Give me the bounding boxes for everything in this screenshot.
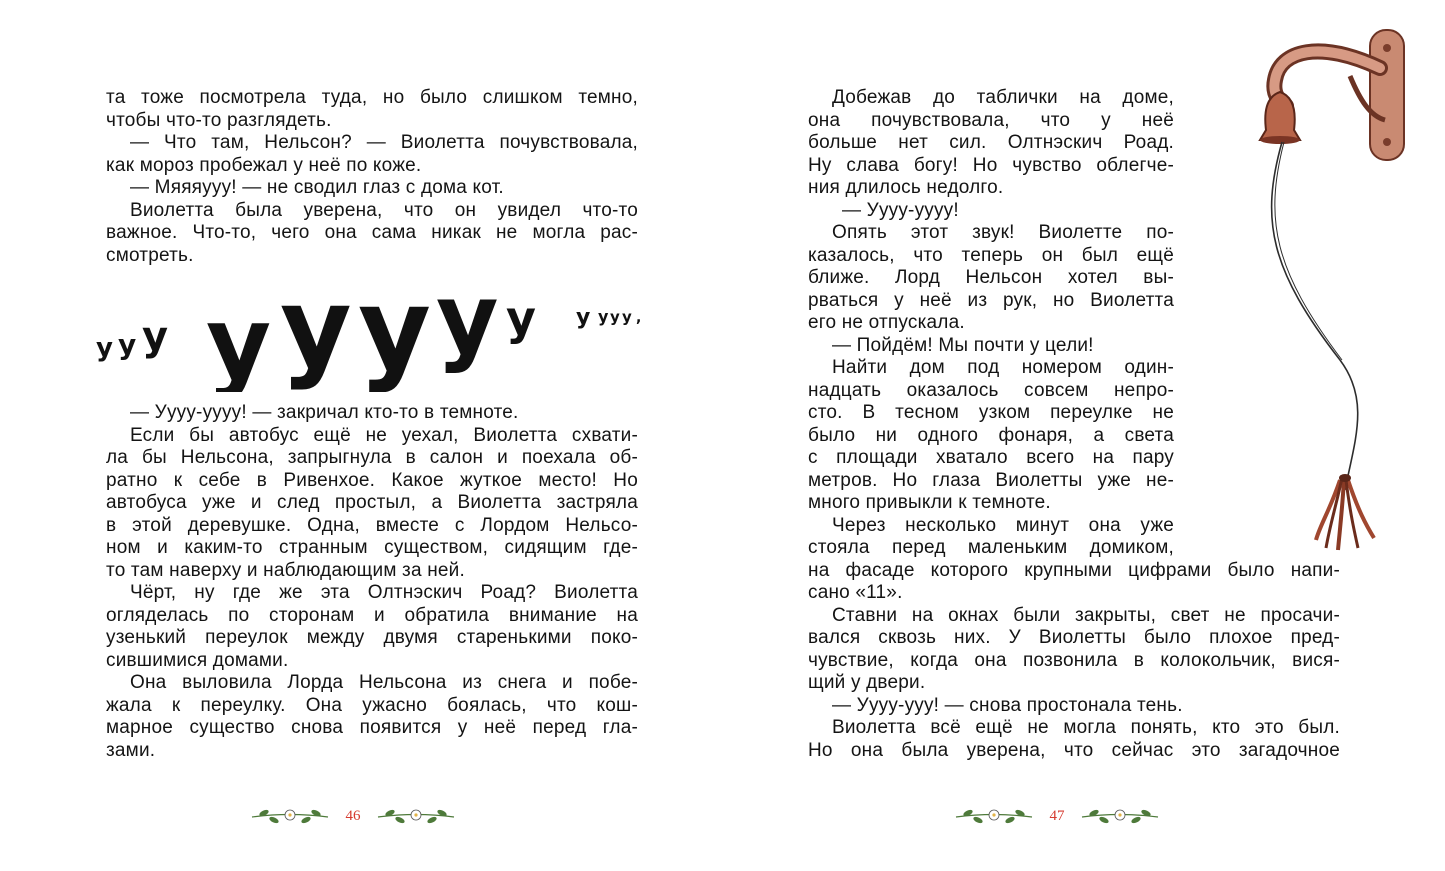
text-line: ла бы Нельсона, запрыгнула в салон и поехала об- [106, 447, 638, 468]
text-line: ном и каким-то странным существом, сидящим где- [106, 537, 638, 558]
text-line: сано «11». [808, 582, 903, 603]
howl-letter: у [96, 333, 113, 363]
howl-letter: у [280, 272, 352, 392]
howl-letter: у [598, 307, 609, 326]
howl-letter: у [358, 272, 432, 392]
text-line: та тоже посмотрела туда, но было слишком темно, [106, 87, 638, 108]
howl-letter: у [142, 314, 169, 360]
text-line: Если бы автобус ещё не уехал, Виолетта схвати- [130, 424, 638, 446]
howl-letter: у [118, 328, 137, 361]
text-line: сившимися домами. [106, 649, 289, 671]
howl-letter: у [576, 305, 591, 330]
text-line: было ни одного фонаря, а света [808, 424, 1174, 446]
howl-lettering [96, 272, 656, 392]
right-text-wide [808, 560, 1340, 763]
text-line: стояла перед маленьким домиком, [808, 537, 1174, 558]
howl-letter: у [610, 308, 620, 326]
text-line: — Уууу-уууу! [842, 199, 959, 221]
text-line: она почувствовала, что у неё [808, 109, 1174, 131]
text-line: то там наверху и наблюдающим за ней. [106, 559, 465, 581]
howl-letter: , [636, 310, 642, 326]
text-line: — Уууу-ууу! — снова простонала тень. [832, 694, 1183, 716]
door-bell-illustration [1170, 20, 1440, 560]
text-line: рваться у неё из рук, но Виолетта [808, 289, 1174, 311]
floral-ornament-icon [250, 804, 330, 828]
text-line: ратно к себе в Ривенхое. Какое жуткое место! Но [106, 469, 638, 491]
text-line: Виолетта всё ещё не могла понять, кто это был. [832, 717, 1340, 738]
text-line: Ну слава богу! Но чувство облегче- [808, 154, 1174, 176]
text-line: — Уууу-уууу! — закричал кто-то в темноте. [130, 402, 519, 423]
howl-letter: у [436, 272, 499, 375]
text-line: Через несколько минут она уже [832, 514, 1174, 536]
text-line: чтобы что-то разглядеть. [106, 109, 332, 131]
right-footer [954, 800, 1160, 832]
text-line: надцать оказалось совсем непро- [808, 379, 1174, 401]
text-line: зами. [106, 739, 156, 761]
howl-letter: у [622, 308, 632, 326]
floral-ornament-icon [376, 804, 456, 828]
left-text-top [106, 87, 638, 267]
text-line: важное. Что-то, чего она сама никак не могла рас- [106, 222, 638, 243]
text-line: казалось, что теперь он был ещё [808, 244, 1174, 266]
text-line: Чёрт, ну где же эта Олтнэскич Роад? Виолетта [130, 582, 638, 603]
text-line: ния длилось недолго. [808, 177, 1004, 198]
page-number: 47 [1049, 807, 1065, 824]
left-footer [250, 800, 456, 832]
howl-letter: у [206, 285, 272, 392]
text-line: Найти дом под номером один- [832, 357, 1174, 378]
text-line: Она выловила Лорда Нельсона из снега и побе- [130, 672, 638, 693]
text-line: жала к переулку. Она ужасно боялась, что кош- [106, 694, 638, 716]
text-line: Виолетта была уверена, что он увидел что-то [130, 199, 638, 221]
text-line: с площади хватало всего на пару [808, 447, 1174, 468]
text-line: — Что там, Нельсон? — Виолетта почувствовала, [130, 132, 638, 153]
left-text-bottom [106, 402, 638, 762]
howl-letter: у [506, 291, 536, 345]
text-line: — Мяяяууу! — не сводил глаз с дома кот. [130, 177, 504, 198]
text-line: в этой деревушке. Одна, вместе с Лордом Нельсо- [106, 514, 638, 536]
text-line: автобуса уже и след простыл, а Виолетта застряла [106, 492, 638, 513]
text-line: Ставни на окнах были закрыты, свет не просачи- [832, 604, 1340, 626]
text-line: сто. В тесном узком переулке не [808, 402, 1174, 423]
text-line: Но она была уверена, что сейчас это загадочное [808, 739, 1340, 761]
text-line: щий у двери. [808, 672, 926, 693]
text-line: много привыкли к темноте. [808, 492, 1051, 513]
text-line: — Пойдём! Мы почти у цели! [832, 334, 1094, 356]
text-line: ближе. Лорд Нельсон хотел вы- [808, 267, 1174, 288]
right-text-narrow [808, 87, 1174, 560]
text-line: Опять этот звук! Виолетте по- [832, 222, 1174, 243]
text-line: марное существо снова появится у неё перед гла- [106, 717, 638, 738]
text-line: как мороз пробежал у неё по коже. [106, 154, 422, 176]
left-page [0, 0, 722, 871]
floral-ornament-icon [954, 804, 1034, 828]
text-line: огляделась по сторонам и обратила внимание на [106, 604, 638, 626]
text-line: вался сквозь них. У Виолетты было плохое пред- [808, 627, 1340, 648]
page-number: 46 [345, 807, 361, 824]
text-line: больше нет сил. Олтнэскич Роад. [808, 132, 1174, 153]
text-line: узенький переулок между двумя старенькими поко- [106, 627, 638, 648]
text-line: на фасаде которого крупными цифрами было напи- [808, 559, 1340, 581]
text-line: Добежав до таблички на доме, [832, 87, 1174, 108]
text-line: чувствие, когда она позвонила в колокольчик, вися- [808, 649, 1340, 671]
text-line: его не отпускала. [808, 312, 965, 333]
text-line: смотреть. [106, 244, 194, 266]
floral-ornament-icon [1080, 804, 1160, 828]
text-line: метров. Но глаза Виолетты уже не- [808, 469, 1174, 491]
